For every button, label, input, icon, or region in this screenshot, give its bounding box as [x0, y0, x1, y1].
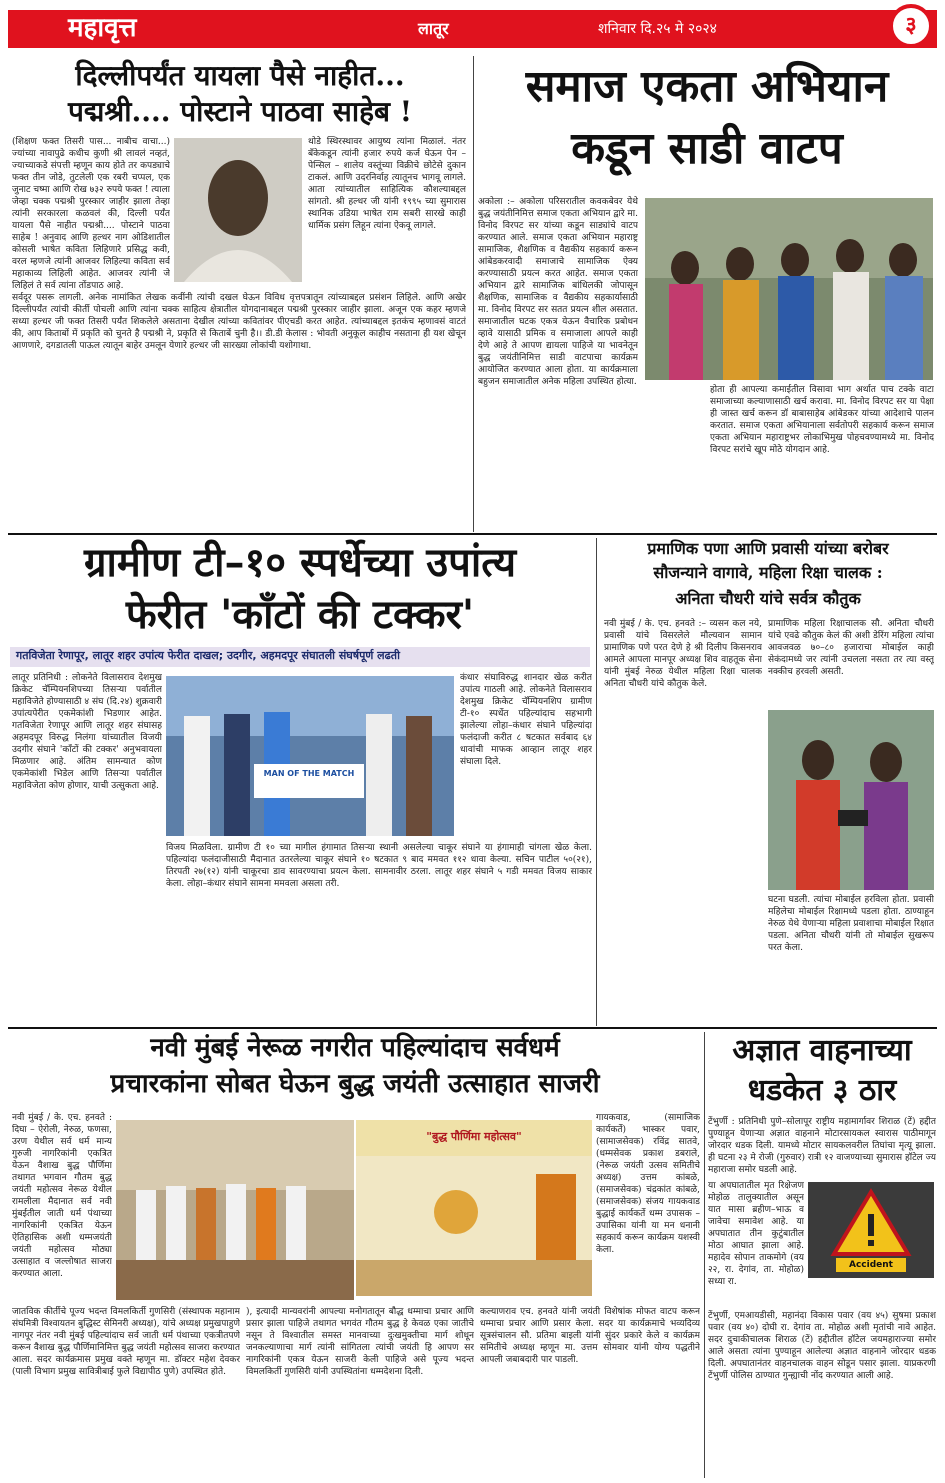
padmashri-headline-2: पद्मश्री.... पोस्टाने पाठवा साहेब !	[67, 95, 412, 128]
padmashri-body-lower: सर्वदूर पसरू लागली. अनेक नामांकित लेखक कवींनी त्यांची दखल घेऊन विविध वृत्तपत्रातून त्यांच्याबद्दल प्रसंशन लिहिले. आणि अखेर दिल्लीपर्यंत त्यांची कीर्ती पोचली आणि त्यांना चक्क साहित्य क्षेत्रातील योगदानाबद्दल पद्मश्री पुरस्कार जाहीर झाला. अजून एक कहर म्हणजे सध्या हल्धर जी फक्त तिसरी पर्यंत शिकलेले असताना देखील त्यांच्या कवितांवर पीएचडी करत आहेत. त्यांच्याबद्दल इतकंच म्हणावसं वाटतं की, आप किताबों में प्रकृति को चुनते है पद्मश्री ने, प्रकृति से किताबें चुनी है।। डी.डी केलास : भोवती अनुकूल काहीच नसताना ही यश खेचून आणणारे, दगडातली पाऊल त्यातून बाहेर उमलून येणारे हल्धर जी सारख्या लोकांची यशोगाथा.	[12, 293, 466, 351]
samaj-headline-1: समाज एकता अभियान	[525, 61, 889, 112]
masthead	[8, 10, 937, 48]
column-divider-3	[704, 1032, 705, 1478]
samaj-body-right: होता ही आपल्या कमाईतील विसावा भाग अर्थात पाच टक्के वाटा समाजाच्या कल्याणासाठी खर्च करावा. मा. विनोद विरपट सर या पेक्षा ही जास्त खर्च करून डॉ बाबासाहेब आंबेडकर यांच्या आदेशाचे पालन करतात. समाज एकता अभियानाला सर्वतोपरी सहकार्य करून समाज एकता अभियान महाराष्ट्रभर लोकाभिमुख पोहचवण्यामध्ये मा. विनोद विरपट सरांचे खूप मोठे योगदान आहे.	[710, 385, 934, 455]
man-of-the-match-banner: MAN OF THE MATCH	[263, 769, 355, 778]
buddha-body-left: नवी मुंबई / के. एच. हनवते : दिघा – ऐरोली, नेरुळ, फणसा, उरण येथील सर्व धर्म मान्य गुरुजी नागरिकांनी एकत्रित येऊन वैशाख बुद्ध पौर्णिमा तथागत भगवान गौतम बुद्ध जयंती महोत्सव नेरूळ येथील रामलीला मैदानात सर्व नवी मुंबईतील जाती धर्म पंथाच्या नागरिकांनी एकत्रित येऊन ऐतिहासिक अशी धम्मजयंती जयंती महोत्सव मोठ्या उत्साहात व जल्लोषात साजरा करण्यात आला.	[12, 1113, 112, 1279]
man-of-the-match-photo	[166, 676, 454, 836]
edition-city: लातूर	[418, 19, 449, 38]
auto-headline-1: प्रमाणिक पणा आणि प्रवासी यांच्या बरोबर	[647, 539, 889, 558]
newspaper-brand: महावृत्त	[68, 13, 137, 43]
accident-body-top: टेंभुर्णी : प्रतिनिधी पुणे–सोलापूर राष्ट्रीय महामार्गावर शिराळ (टें) हद्दीत पुण्याहून येणाऱ्या अज्ञात वाहनाने मोटारसायकल स्वारास पाठीमागून जोरदार धडक दिली. यामध्ये मोटार सायकलवरील तिघांचा मृत्यू झाला. ही घटना २३ मे रोजी (गुरुवार) रात्री १२ वाजण्याच्या सुमारास हॉटेल ज्य महाराजा समोर घडली आहे.	[708, 1117, 936, 1175]
column-divider	[473, 56, 474, 532]
samaj-headline-2: कडून साडी वाटप	[571, 123, 843, 174]
sari-distribution-photo	[645, 198, 933, 380]
buddha-body-mid: गायकवाड, (सामाजिक कार्यकर्ते) भास्कर पवार, (सामाजसेवक) रविंद्र सातवे, (धम्मसेवक प्रकाश डबराले, (नेरूळ जयंती उत्सव समितीचे अध्यक्ष) उत्तम कांबळे, (समाजसेवक) चंद्रकांत कांबळे, (समाजसेवक) संजय गायकवाड बुद्धाई कार्यकर्ते धम्म उपासक – उपासिका यांनी या मन धनानी सहकार्य करून कार्यक्रम यशस्वी केला.	[596, 1113, 700, 1255]
cricket-body-lower: विजय मिळविला. ग्रामीण टी १० च्या मागील हंगामात तिसऱ्या स्थानी असलेल्या चाकूर संघाने या हंगामाही चांगला खेळ केला. पहिल्यांदा फलंदाजीसाठी मैदानात उतरलेल्या चाकूर संघाने १० षटकात ९ बाद ममवत ११२ धावा केल्या. सचिन पाटील ५०(२१), तिरपती २७(१२) यांनी चाकूरचा डाव सावरण्याचा प्रयत्न केला. सामनावीर ठरला. लातूर शहर संघाने ५ गडी ममवत विजय साकार केला. लोहा–कंधार संघाने सामना ममवला असला तरी.	[166, 843, 592, 889]
accident-body-mid: या अपघातातील मृत रिक्षेजण मोहोळ तालुक्यातील असून यात मासा ब्रहीण–भाऊ व जावेचा समावेश आहे. या अपघातात तीन कुटुंबातील मोठा आघात झाला आहे. महादेव सोपान ताकमोगे (वय २२, रा. देगांव, ता. मोहोळ) सध्या रा.	[708, 1181, 804, 1287]
cricket-body-col1: लातूर प्रतिनिधी : लोकनेते विलासराव देशमुख क्रिकेट चॅम्पियनशिपच्या तिसऱ्या पर्वातील महाविजेते होण्यासाठी ४ संघ (दि.२४) शुक्रवारी उपांत्यपेरीत एकमेकांशी भिडणार आहेत. गतविजेता रेणापूर आणि लातूर शहर संघासह अहमदपूर विरुद्ध निलंगा यांच्यातील विजयी उदगीर संघाने 'काँटों की टक्कर' अनुभवायला मिळणार आहे. अंतिम सामन्यात कोण एकमेकांशी भिडेल आणि तिसऱ्या पर्वातील महाविजेता कोण होणार, याची उत्सुकता आहे.	[12, 673, 162, 791]
samaj-body-main: अकोला :– अकोला परिसरातील कवकबेवर येथे बुद्ध जयंतीनिमित्त समाज एकता अभियान द्वारे मा. विनोद विरपट सर यांच्या कडून साड्यांचे वाटप करण्यात आले. समाज एकता अभियान महाराष्ट्र सामाजिक, शैक्षणिक व वैद्यकीय सहकार्य करून आंबेडकरवादी समाजाचे सामाजिक ऐक्य करण्यासाठी प्रयत्न करत आहेत. समाज एकता अभियान द्वारे सामाजिक बांधिलकी जोपासून शैक्षणिक, सामाजिक व वैद्यकीय सहकार्यासाठी मा. विनोद विरपट सर सतत प्रयत्न शील असतात. समाजातील घटक एकत्र येऊन वैचारिक प्रबोधन व्हावे यासाठी प्रमिक व समाजाला आपले काही देणे आहे ते आपण द्यायला पाहिजे या भावनेतून बुद्ध जयंतीनिमित्त साडी वाटपाचा कार्यक्रम आयोजित करण्यात आला होता. या कार्यक्रमाला बहुजन समाजातील अनेक महिला उपस्थित होत्या.	[478, 197, 638, 387]
section-divider-1	[8, 533, 937, 535]
cricket-subhead: गतविजेता रेणापूर, लातूर शहर उपांत्य फेरीत दाखल; उदगीर, अहमदपूर संघातली संघर्षपूर्ण लढती	[10, 647, 590, 667]
cricket-headline-2: फेरीत 'काँटों की टक्कर'	[125, 591, 475, 638]
auto-headline-2: सौजन्याने वागावे, महिला रिक्षा चालक :	[653, 563, 883, 582]
page-number: ३	[889, 4, 933, 48]
auto-headline-3: अनिता चौधरी यांचे सर्वत्र कौतुक	[675, 589, 861, 608]
accident-sign-label: Accident	[836, 1258, 906, 1272]
buddha-headline-1: नवी मुंबई नेरूळ नगरीत पहिल्यांदाच सर्वधर्म	[150, 1033, 560, 1063]
cricket-headline-1: ग्रामीण टी–१० स्पर्धेच्या उपांत्य	[83, 539, 517, 586]
auto-body-lower: घटना घडली. त्यांचा मोबाईल हरविला होता. प्रवासी महिलेचा मोबाईल रिक्षामध्ये पडला होता. ठाण्याहून नेरुळ येथे येणाऱ्या महिला प्रवाशाचा मोबाईल रिक्षात पडला. अनिता चौधरी यांनी तो मोबाईल सुखरूप परत केला.	[768, 895, 934, 953]
section-divider-2	[8, 1027, 937, 1029]
accident-headline-2: धडकेत ३ ठार	[747, 1073, 897, 1108]
edition-date: शनिवार दि.२५ मे २०२४	[598, 21, 717, 37]
poet-portrait-photo	[174, 138, 302, 282]
buddha-event-photo-2	[356, 1120, 592, 1296]
buddha-event-photo-1	[116, 1120, 354, 1300]
column-divider-2	[596, 538, 597, 1026]
auto-body-col1: नवी मुंबई / के. एच. हनवते :– व्यसन कल नये, प्रवासी यांचे विसरलेले मौल्यवान सामान प्रामाणिक पणे परत देणे हे श्री दिलीप किसनराव आमले आपला मानपूर अध्यक्ष शिव वाहतूक सेना यांनी मुंबई नेरुळ येथील महिला रिक्षा चालक अनिता चौधरी यांचे कौतुक केले.	[604, 619, 762, 689]
padmashri-body-col2: थोडे स्थिरस्थावर आयुष्य त्यांना मिळालं. नंतर बँकेकडून त्यांनी हजार रुपये कर्ज घेऊन पेन – पेन्सिल – शालेय वस्तूंच्या विक्रीचे छोटेसे दुकान टाकलं. आणि उदरनिर्वाह त्यातूनच भागवू लागले. आता त्यांच्यातील साहित्यिक कौशल्याबद्दल सांगतो. श्री हल्धर जी यांनी १९९५ च्या सुमारास स्थानिक उडिया भाषेत राम सबरी सारखे काही धार्मिक प्रसंग लिहून त्यांना ऐकवू लागले.	[308, 137, 466, 231]
padmashri-headline-1: दिल्लीपर्यंत यायला पैसे नाहीत...	[75, 59, 405, 92]
buddha-body-bottom3: कल्याणराव एच. हनवते यांनी जयंती विशेषांक मोफत वाटप करून धम्माचा प्रचार आणि प्रसार केला. सदर या कार्यक्रमाचे भव्यदिव्य सूत्रसंचालन सौ. प्रतिमा बाइली यांनी सुंदर प्रकारे केले व कार्यक्रम समितीचे अध्यक्ष म्हणून मा. उत्तम सोमवार यांनी योग्य पद्धतीने आपली जबाबदारी पार पाडली.	[480, 1307, 700, 1365]
buddha-event-banner: "बुद्ध पौर्णिमा महोत्सव"	[426, 1130, 522, 1143]
accident-sign-photo	[808, 1182, 934, 1278]
padmashri-body-col1: (शिक्षण फक्त तिसरी पास... नाबीच वाचा...) ज्यांच्या नावापुढे कधीच कुणी श्री लावलं नव्हतं, ज्याच्याकडे संपत्ती म्हणून काय होते तर कपड्याचे फक्त तीन जोडे, तुटलेली एक रबरी चप्पल, एक जुनाट चष्मा आणि रोख ७३२ रुपये फक्त ! त्याला जेव्हा चक्क पद्मश्री पुरस्कार जाहीर झाला तेव्हा त्यांनी सरकारला कळवलं की, दिल्ली पर्यंत यायला पैसे नाहीत पद्मश्री.... पोस्टाने पाठवा साहेब ! अनुवाद आणि हल्धर नाग ओडिशातील कोसली भाषेत कविता लिहिणारे प्रसिद्ध कवी, वरल म्हणजे त्यांनी आजवर लिहिल्या कविता सर्व महाकाव्य लिहिली आहेत. आजवर त्यांनी जे लिहिलं ते सर्व त्यांना तोंडपाठ आहे.	[12, 137, 170, 290]
buddha-body-bottom: जातविक कीर्तीचे पूज्य भदन्त विमलकिर्ती गुणसिरी (संस्थापक महानाम संघमित्री विश्वायतन बुद्धिस्ट सेमिनरी अध्यक्ष), यांचे अध्यक्ष प्रमुखपाहुणे नागपूर नंतर नवी मुंबई पहिल्यांदाच सर्व जाती धर्म पंथाच्या एकत्रीतपणे करून वैशाख बुद्ध पौर्णिमानिमित्त बुद्ध जयंती महोत्सव साजरा करण्यात आला. सदर कार्यक्रमास प्रमुख वक्ते म्हणून मा. डॉक्टर महेश देवकर (पाली विभाग प्रमुख सावित्रीबाई फुले विद्यापीठ पुणे) उपस्थित होते.	[12, 1307, 240, 1377]
accident-headline-1: अज्ञात वाहनाच्या	[732, 1033, 912, 1068]
auto-body-col2: प्रामाणिक महिला रिक्षाचालक सौ. अनिता चौधरी यांचे एवढे कौतुक केलं की अशी डेरिंग महिला त्यांचा आवजवळ ७०–८० हजाराचा मोबाईल काही सेकंदामध्ये जर त्यांनी उचलला नसता तर त्या वस्तू नक्कीच हरवली असती.	[768, 619, 934, 677]
cricket-body-col3: कंधार संघाविरुद्ध शानदार खेळ करीत उपांत्य गाठली आहे. लोकनेते विलासराव देशमुख क्रिकेट चॅम्पियनशिप ग्रामीण टी-१० स्पर्धेत पहिल्यांदाच सहभागी झालेल्या लोहा–कंधार संघाने पहिल्यांदा फलंदाजी करीत ८ षटकात सर्वबाद ६४ धावांची माफक आव्हान लातूर शहर संघाला दिले.	[460, 673, 592, 767]
rickshaw-driver-photo	[768, 710, 934, 890]
buddha-headline-2: प्रचारकांना सोबत घेऊन बुद्ध जयंती उत्साहात साजरी	[110, 1069, 600, 1099]
buddha-body-bottom2: ), इत्यादी मान्यवरांनी आपल्या मनोगतातून बौद्ध धम्माचा प्रचार आणि प्रसार झाला पाहिजे तथागत भगवंत गौतम बुद्ध हे केवळ एका जातीचे नसून ते विश्वातील समस्त मानवाच्या दुःखमुक्तीचा मार्ग शोधून जनकल्याणाचा मार्ग त्यांनी सांगितला त्यांची जयंती हि आपण सर नागरिकांनी एकत्र येऊन साजरी केली पाहिजे असे पूज्य भदन्त विमलकिर्ती गुणसिरी यांनी उपस्थितांना धम्मदेशना दिली.	[246, 1307, 474, 1377]
accident-body-bottom: टेंभुर्णी, एमआयडीसी, महानंदा विकास पवार (वय ४५) सुषमा प्रकाश पवार (वय ४०) दोघी रा. देगांव ता. मोहोळ अशी मृतांची नावे आहेत. सदर दुचाकीचालक शिराळ (टें) हद्दीतील हॉटेल जयमहाराज्या समोर आले असता त्यांना पुण्याहून आलेल्या अज्ञात वाहनाने जोरदार धडक दिली. अपघातानंतर वाहनचालक वाहन सोडून पसार झाला. याप्रकरणी टेंभुर्णी पोलिस ठाण्यात गुन्ह्याची नोंद करण्यात आली आहे.	[708, 1311, 936, 1381]
